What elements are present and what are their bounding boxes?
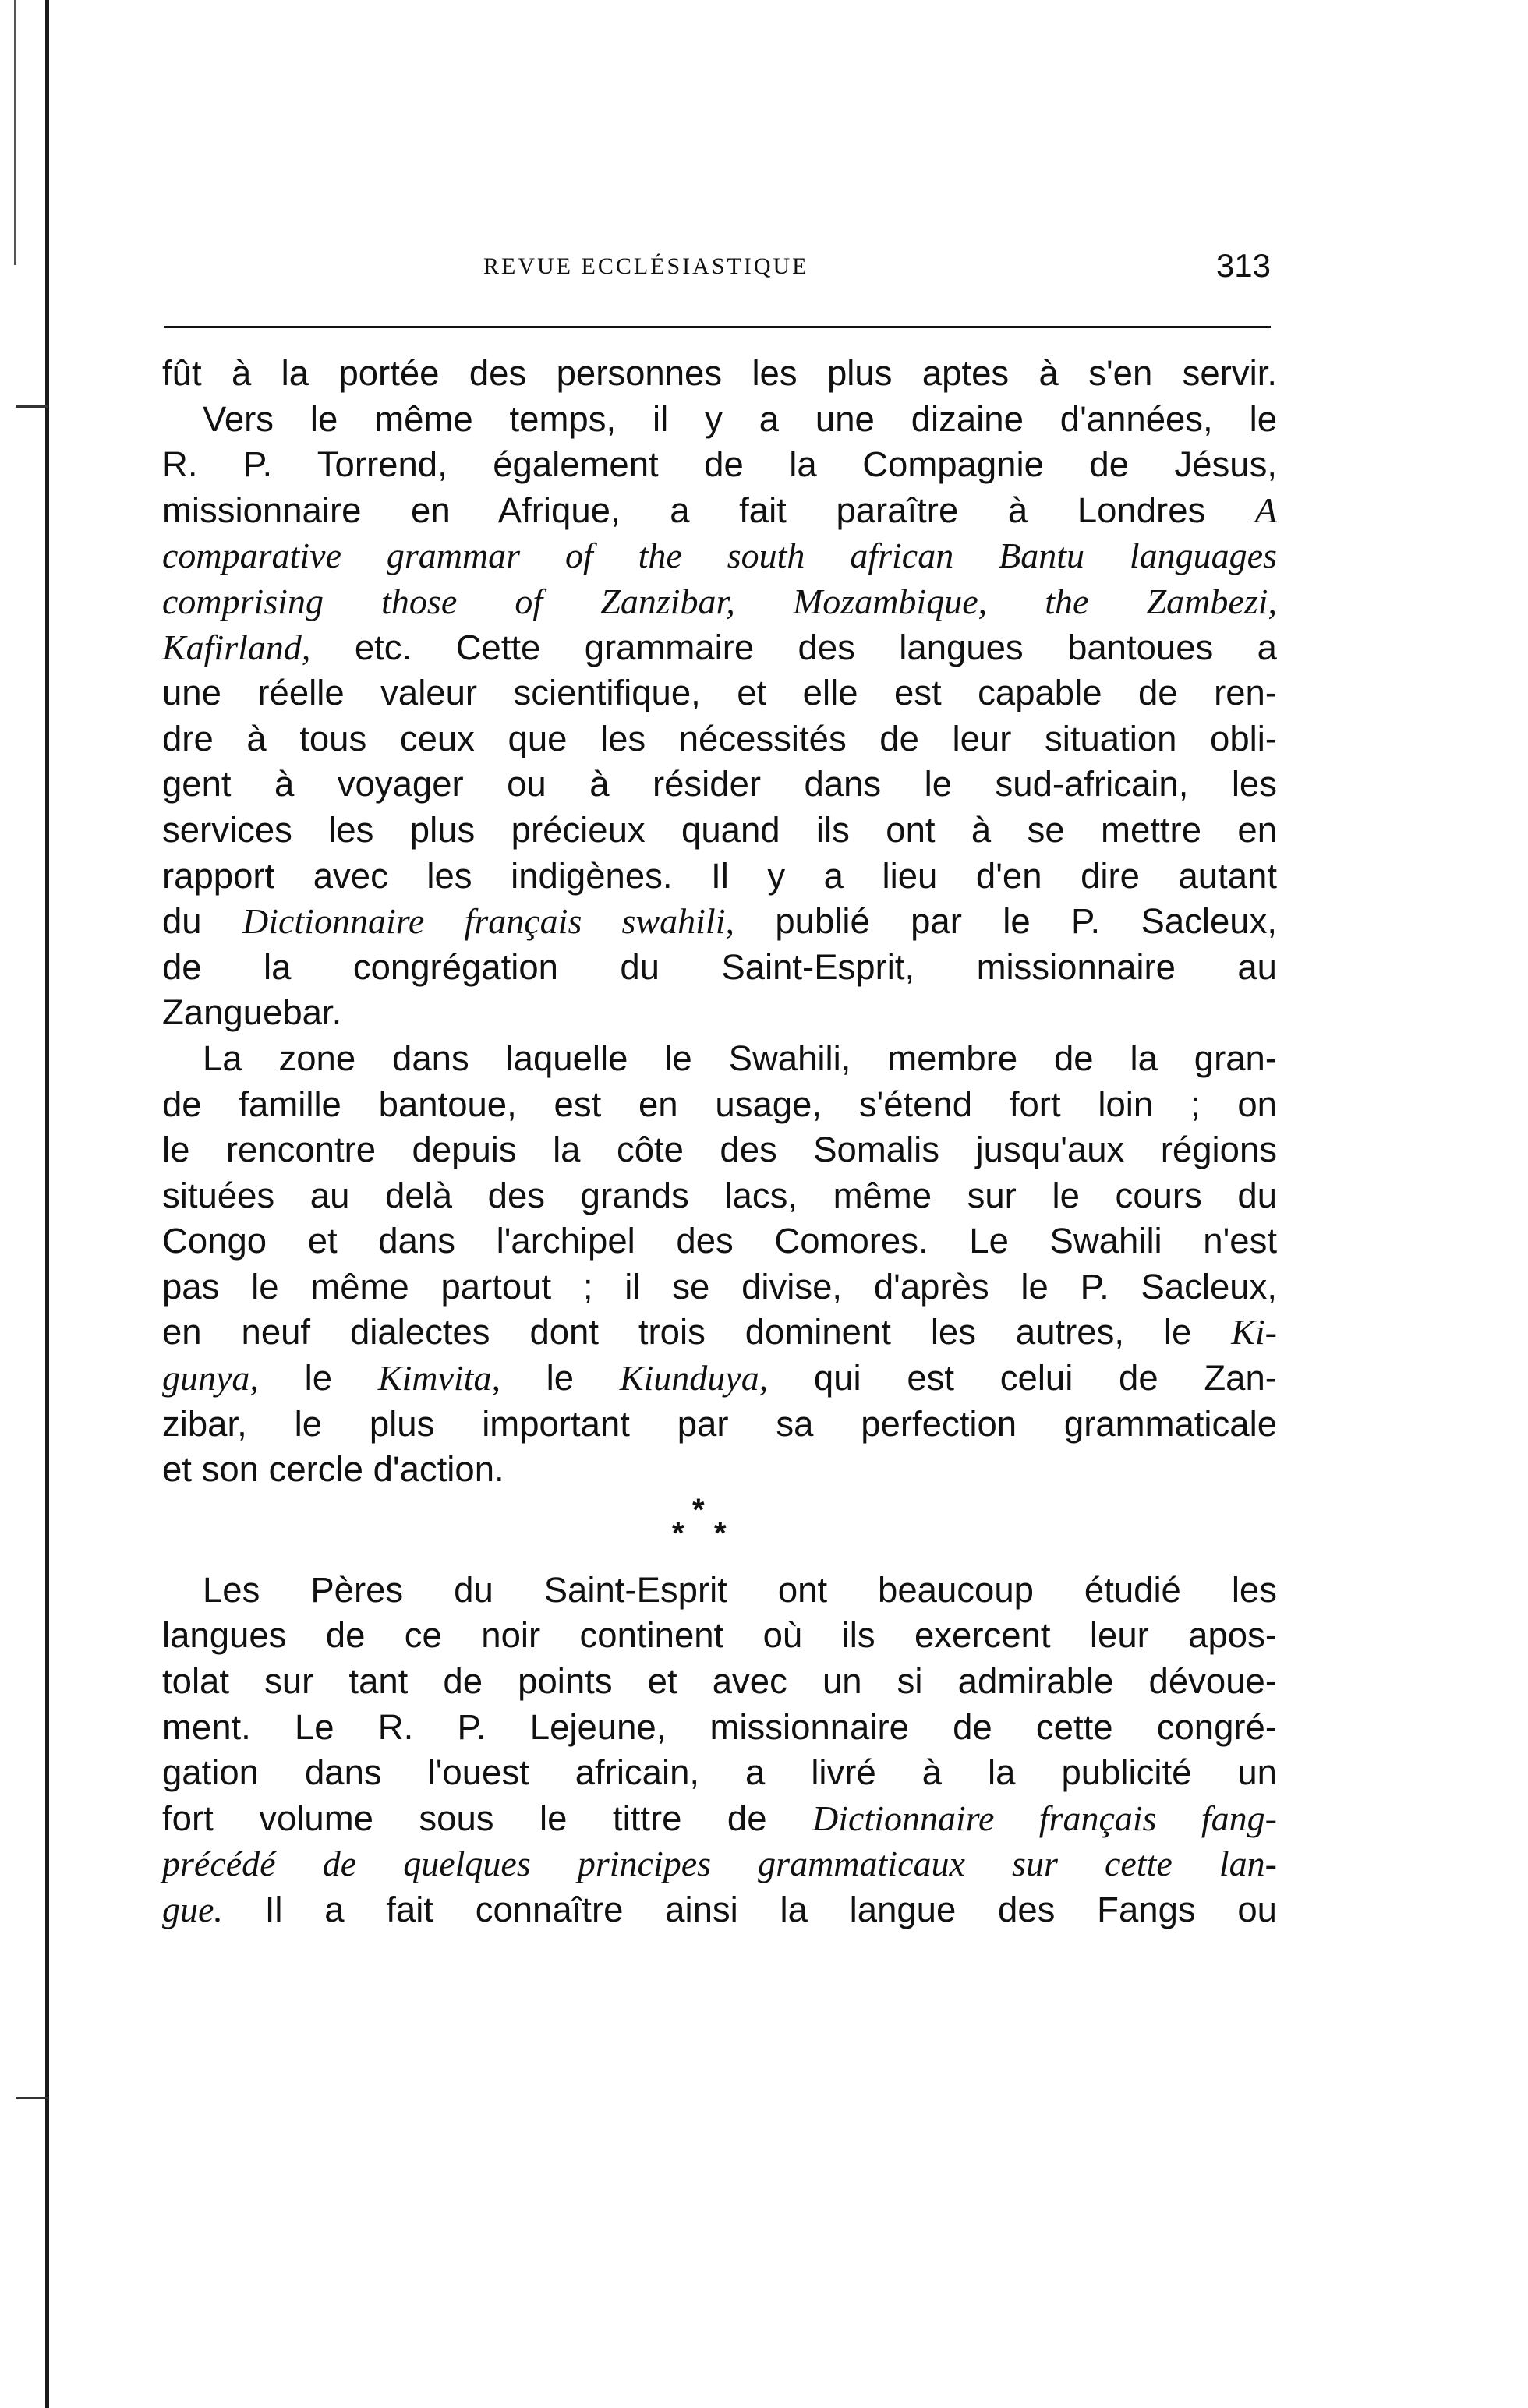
text-span: missionnaire en Afrique, a fait paraître à Londres [162, 490, 1206, 530]
asterism-star: * [714, 1515, 727, 1551]
italic-title-span: Kafirland, [162, 627, 311, 667]
text-line: ment. Le R. P. Lejeune, missionnaire de cette congré- [162, 1706, 1277, 1747]
page-header [164, 238, 1271, 292]
italic-title-span: gue. [162, 1890, 223, 1929]
text-line: tolat sur tant de points et avec un si admirable dévoue- [162, 1661, 1277, 1702]
binding-edge [45, 0, 49, 2408]
text-line: le rencontre depuis la côte des Somalis jusqu'aux régions [162, 1130, 1277, 1170]
running-title: REVUE ECCLÉSIASTIQUE [483, 253, 809, 279]
body-text [162, 351, 1277, 1933]
text-span: le [304, 1358, 333, 1398]
italic-title-span: A [1254, 490, 1277, 530]
text-line: zibar, le plus important par sa perfection grammaticale [162, 1403, 1277, 1444]
italic-term-span: Ki- [1231, 1312, 1277, 1353]
asterism-star: * [692, 1492, 705, 1527]
italic-term-span: gunya, [162, 1358, 259, 1398]
italic-title-span: précédé de quelques principes grammaticaux sur cette lan- [162, 1844, 1277, 1884]
text-line: rapport avec les indigènes. Il y a lieu d'en dire autant [162, 855, 1277, 896]
asterism-star: * [672, 1515, 684, 1551]
text-line: pas le même partout ; il se divise, d'après le P. Sacleux, [162, 1266, 1277, 1307]
text-span: qui est celui de Zan- [813, 1358, 1277, 1398]
text-line: Congo et dans l'archipel des Comores. Le Swahili n'est [162, 1221, 1277, 1261]
text-line: dre à tous ceux que les nécessités de leur situation obli- [162, 718, 1277, 758]
text-line: une réelle valeur scientifique, et elle est capable de ren- [162, 673, 1277, 713]
italic-title-span: comparative grammar of the south african Bantu languages [162, 536, 1277, 576]
italic-term-span: Kimvita, [377, 1358, 500, 1398]
text-span: le [546, 1358, 575, 1398]
text-line: fût à la portée des personnes les plus aptes à s'en servir. [162, 353, 1277, 393]
text-line [162, 1887, 1277, 1933]
text-line: La zone dans laquelle le Swahili, membre de la gran- [203, 1038, 1277, 1078]
text-line [162, 579, 1277, 625]
text-line: de la congrégation du Saint-Esprit, missionnaire au [162, 946, 1277, 987]
text-line: de famille bantoue, est en usage, s'étend fort loin ; on [162, 1084, 1277, 1124]
text-line: Vers le même temps, il y a une dizaine d'années, le [203, 398, 1277, 439]
binding-mark [16, 2097, 48, 2099]
text-line [162, 488, 1277, 534]
text-span: etc. Cette grammaire des langues bantoues a [354, 627, 1277, 667]
binding-edge-thin [14, 0, 16, 265]
section-asterism [162, 1493, 1277, 1563]
text-line [162, 1310, 1277, 1356]
italic-title-span: Dictionnaire français fang- [812, 1798, 1277, 1838]
text-line: R. P. Torrend, également de la Compagnie de Jésus, [162, 444, 1277, 485]
text-line [162, 1356, 1277, 1402]
text-span: Il a fait connaître ainsi la langue des Fangs ou [264, 1890, 1277, 1929]
header-rule [164, 326, 1271, 328]
text-span: publié par le P. Sacleux, [775, 901, 1277, 942]
text-span: du [162, 901, 202, 942]
italic-title-span: Dictionnaire français swahili, [242, 901, 734, 942]
italic-term-span: Kiunduya, [619, 1358, 769, 1398]
text-line [162, 1841, 1277, 1887]
text-line: services les plus précieux quand ils ont à se mettre en [162, 809, 1277, 850]
text-span: fort volume sous le tittre de [162, 1798, 767, 1838]
text-line: Les Pères du Saint-Esprit ont beaucoup étudié les [203, 1569, 1277, 1610]
text-line: langues de ce noir continent où ils exercent leur apos- [162, 1615, 1277, 1656]
text-line: gent à voyager ou à résider dans le sud-africain, les [162, 764, 1277, 804]
italic-title-span: comprising those of Zanzibar, Mozambique, the Zambezi, [162, 581, 1277, 621]
text-line: gation dans l'ouest africain, a livré à la publicité un [162, 1752, 1277, 1793]
text-line: Zanguebar. [162, 992, 342, 1033]
text-line: situées au delà des grands lacs, même sur le cours du [162, 1175, 1277, 1215]
text-line [162, 533, 1277, 579]
text-span: en neuf dialectes dont trois dominent les autres, le [162, 1312, 1192, 1353]
text-line [162, 899, 1277, 945]
text-line [162, 625, 1277, 671]
binding-mark [16, 405, 48, 408]
page-number: 313 [1215, 247, 1271, 284]
text-line [162, 1796, 1277, 1842]
text-line: et son cercle d'action. [162, 1449, 504, 1490]
